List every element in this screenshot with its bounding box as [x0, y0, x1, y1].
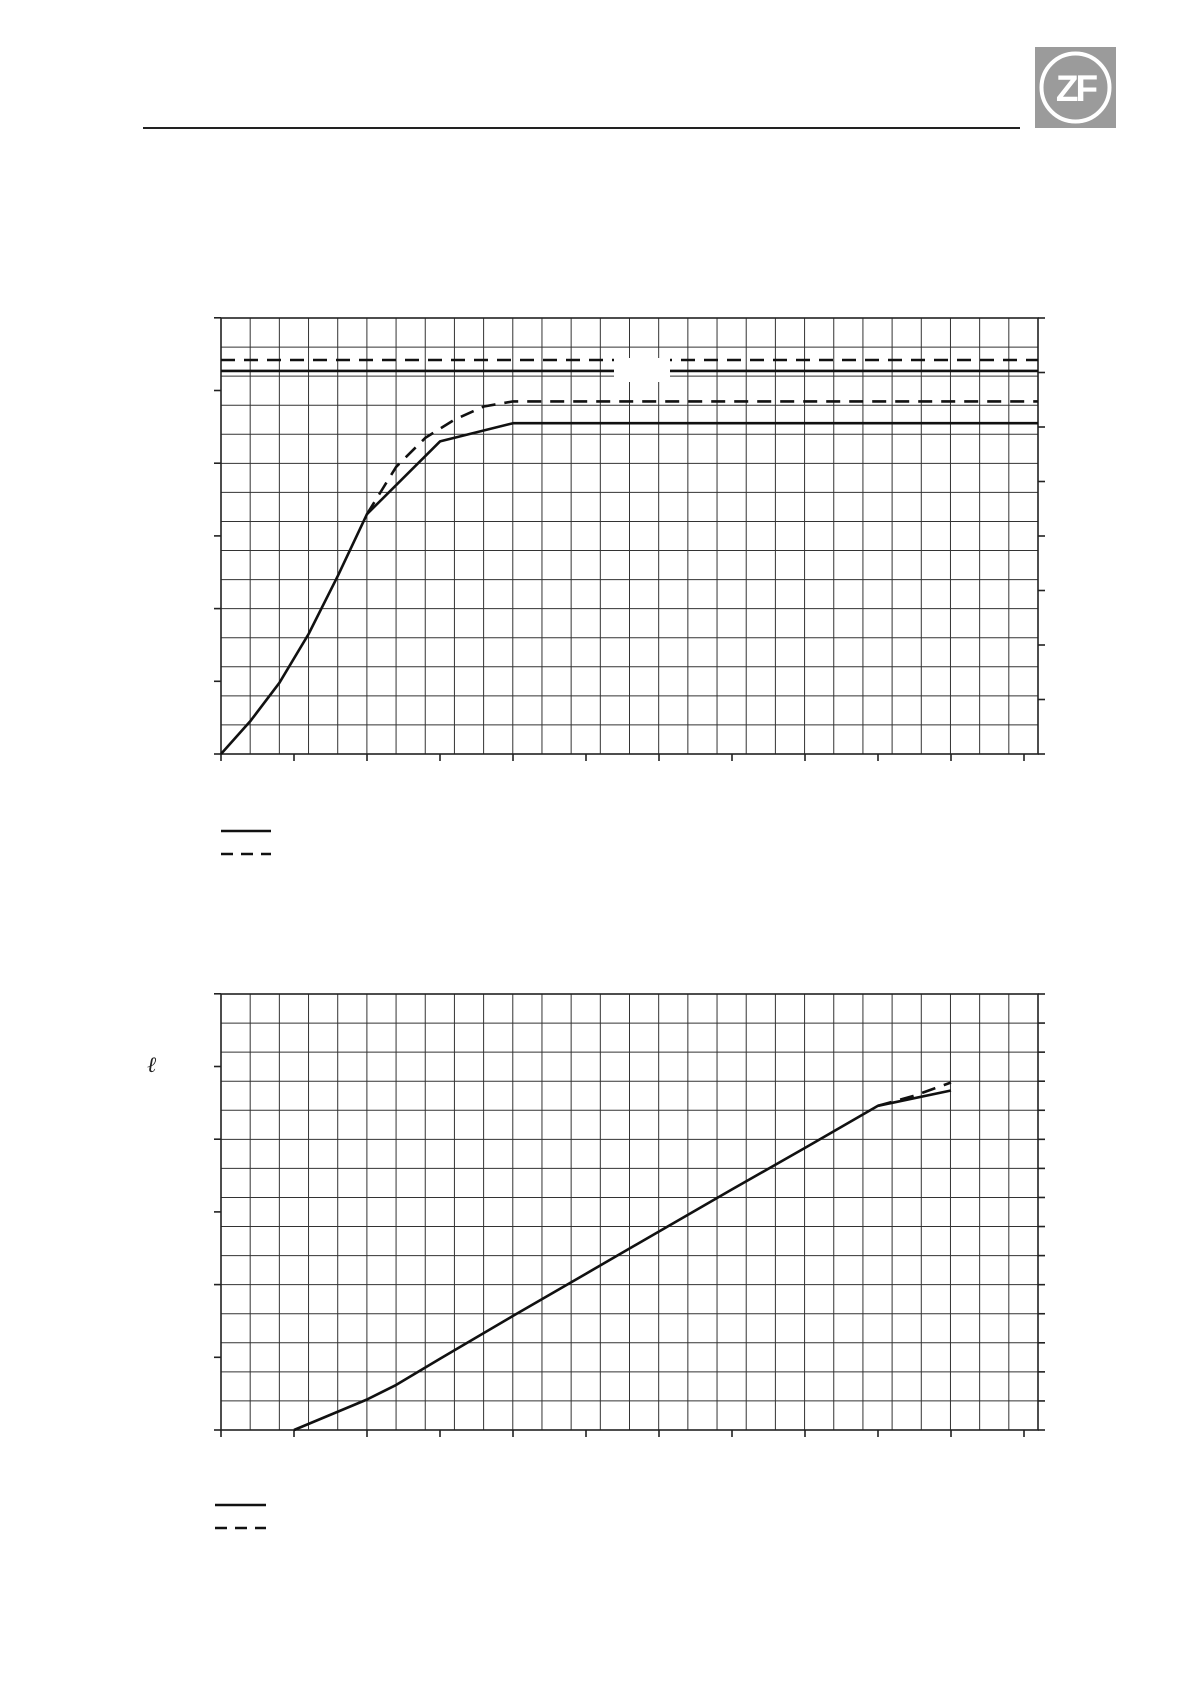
series-line-2	[878, 1083, 951, 1106]
series-line-1	[294, 1091, 951, 1431]
svg-text:ZF: ZF	[1055, 68, 1096, 109]
axis-symbol: ℓ	[147, 1053, 157, 1078]
